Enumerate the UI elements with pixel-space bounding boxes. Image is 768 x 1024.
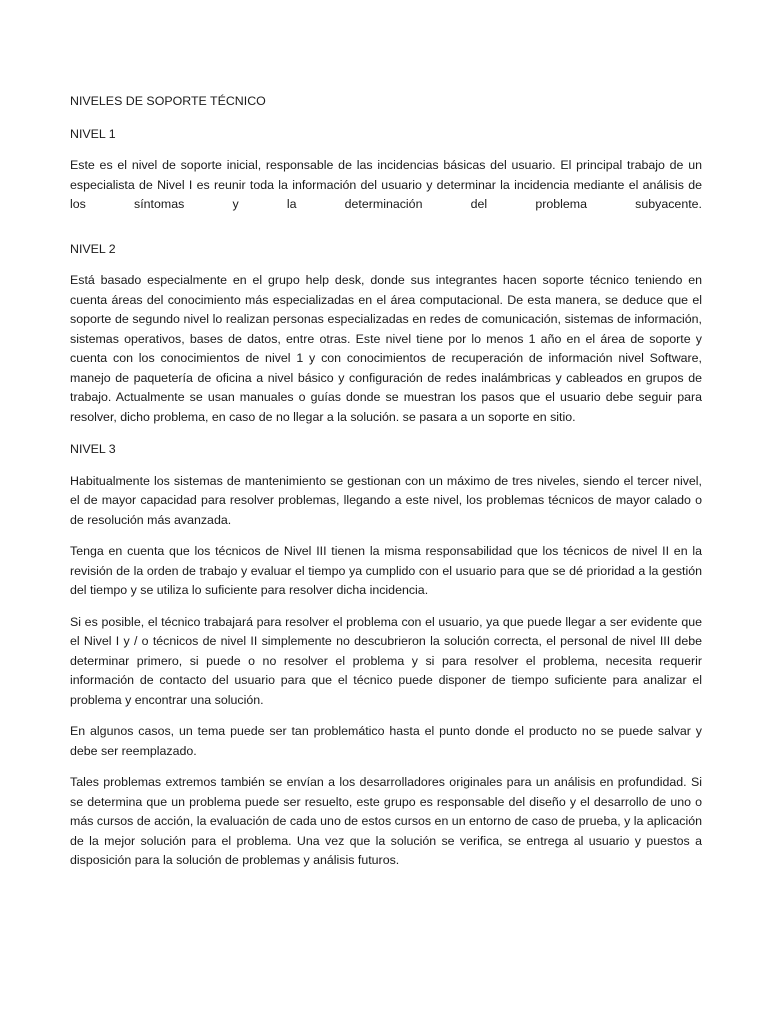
document-title: NIVELES DE SOPORTE TÉCNICO [70,94,266,108]
section-heading: NIVEL 2 [70,241,116,256]
paragraph: Está basado especialmente en el grupo help desk, donde sus integrantes hacen soporte técnico teniendo en cuenta áreas del conocimiento más especializadas en el área computacional. De esta manera, se deduce que el soporte de segundo nivel lo realizan personas especializadas en redes de comunicación, sistemas de información, sistemas operativos, bases de datos, entre otras. Este nivel tiene por lo menos 1 año en el área de soporte y cuenta con los conocimientos de nivel 1 y con conocimientos de recuperación de información nivel Software, manejo de paquetería de oficina a nivel básico y configuración de redes inalámbricas y cableados en grupos de trabajo. Actualmente se usan manuales o guías donde se muestran los pasos que el usuario debe seguir para resolver, dicho problema, en caso de no llegar a la solución. se pasara a un soporte en sitio. [70,273,702,424]
paragraph: Si es posible, el técnico trabajará para resolver el problema con el usuario, ya que puede llegar a ser evidente que el Nivel I y / o técnicos de nivel II simplemente no descubrieron la solución correcta, el personal de nivel III debe determinar primero, si puede o no resolver el problema y si para resolver el problema, necesita requerir información de contacto del usuario para que el técnico puede disponer de tiempo suficiente para analizar el problema y encontrar una solución. [70,614,702,707]
section-nivel-1 [70,125,702,215]
section-heading: NIVEL 1 [70,126,116,141]
document-page [70,92,702,883]
section-nivel-3 [70,440,702,871]
paragraph: En algunos casos, un tema puede ser tan problemático hasta el punto donde el producto no se puede salvar y debe ser reemplazado. [70,724,702,758]
section-heading: NIVEL 3 [70,442,116,456]
section-nivel-2 [70,240,702,428]
paragraph: Tales problemas extremos también se envían a los desarrolladores originales para un análisis en profundidad. Si se determina que un problema puede ser resuelto, este grupo es responsable del diseño y el desarrollo de uno o más cursos de acción, la evaluación de cada uno de estos cursos en un entorno de caso de prueba, y la aplicación de la mejor solución para el problema. Una vez que la solución se verifica, se entrega al usuario y puestos a disposición para la solución de problemas y análisis futuros. [70,775,702,867]
paragraph: Este es el nivel de soporte inicial, responsable de las incidencias básicas del usuario. El principal trabajo de un especialista de Nivel I es reunir toda la información del usuario y determinar la incidencia mediante el análisis de los síntomas y la determinación del problema subyacente. [70,158,702,211]
paragraph: Tenga en cuenta que los técnicos de Nivel III tienen la misma responsabilidad que los técnicos de nivel II en la revisión de la orden de trabajo y evaluar el tiempo ya cumplido con el usuario para que se dé prioridad a la gestión del tiempo y se utiliza lo suficiente para resolver dicha incidencia. [70,544,702,597]
paragraph: Habitualmente los sistemas de mantenimiento se gestionan con un máximo de tres niveles, siendo el tercer nivel, el de mayor capacidad para resolver problemas, llegando a este nivel, los problemas técnicos de mayor calado o de resolución más avanzada. [70,473,702,527]
